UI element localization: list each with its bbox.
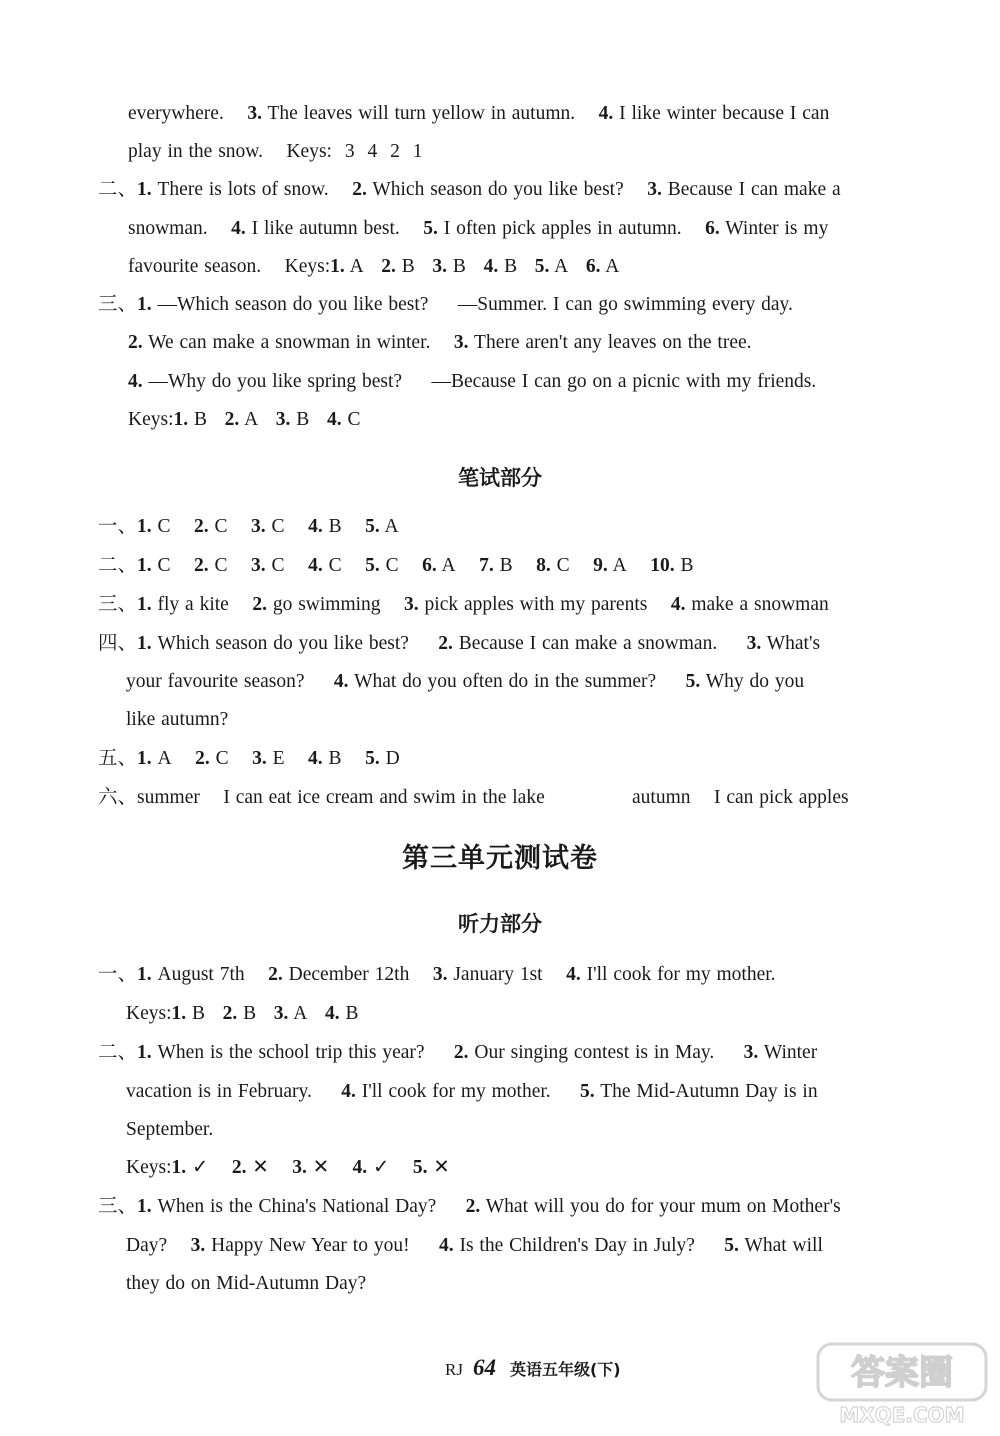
text-line: your favourite season? 4. What do you often do in the summer? 5. Why do you (126, 671, 805, 692)
text-line: everywhere. 3. The leaves will turn yellow in autumn. 4. I like winter because I can (128, 103, 830, 124)
text-line: snowman. 4. I like autumn best. 5. I often pick apples in autumn. 6. Winter is my (128, 218, 829, 239)
page-footer (445, 1355, 621, 1381)
check-mark-icon: ✓ (373, 1157, 390, 1178)
unit-title: 第三单元测试卷 (402, 843, 598, 874)
edition-code: RJ (445, 1360, 463, 1379)
book-subject: 英语五年级(下) (509, 1360, 621, 1379)
text-line: 二、1. When is the school trip this year? 2. Our singing contest is in May. 3. Winter (98, 1042, 818, 1063)
text-line: Keys:1. ✓ 2. ✕ 3. ✕ 4. ✓ 5. ✕ (126, 1157, 450, 1178)
text-line: like autumn? (126, 709, 229, 730)
text-line: Keys:1. B 2. A 3. B 4. C (128, 409, 361, 430)
cross-mark-icon: ✕ (433, 1157, 450, 1178)
text-line: 一、1. August 7th 2. December 12th 3. January 1st 4. I'll cook for my mother. (98, 964, 776, 985)
text-line: 三、1. fly a kite 2. go swimming 3. pick apples with my parents 4. make a snowman (98, 594, 829, 615)
text-line: autumn I can pick apples (632, 787, 849, 808)
cross-mark-icon: ✕ (312, 1157, 330, 1178)
text-line: 2. We can make a snowman in winter. 3. There aren't any leaves on the tree. (128, 332, 752, 353)
text-line: vacation is in February. 4. I'll cook for my mother. 5. The Mid-Autumn Day is in (126, 1081, 818, 1102)
text-line: 一、1. C 2. C 3. C 4. B 5. A (98, 516, 399, 537)
watermark-logo-text: 答案圈 (851, 1353, 953, 1393)
watermark-site: MXQE.COM (839, 1403, 965, 1427)
text-line: 六、summer I can eat ice cream and swim in the lake (98, 787, 545, 808)
text-line: September. (126, 1119, 214, 1140)
page-number: 64 (472, 1355, 496, 1380)
section-heading-written: 笔试部分 (458, 466, 542, 490)
text-line: 五、1. A 2. C 3. E 4. B 5. D (98, 748, 400, 769)
watermark-logo (812, 1340, 992, 1430)
text-line: 四、1. Which season do you like best? 2. Because I can make a snowman. 3. What's (98, 633, 821, 654)
text-line: 三、1. When is the China's National Day? 2. What will you do for your mum on Mother's (98, 1196, 841, 1217)
text-line: 三、1. —Which season do you like best? —Summer. I can go swimming every day. (98, 294, 793, 315)
cross-mark-icon: ✕ (252, 1157, 269, 1178)
text-line: they do on Mid-Autumn Day? (126, 1273, 367, 1294)
text-line: Day? 3. Happy New Year to you! 4. Is the Children's Day in July? 5. What will (126, 1235, 823, 1256)
text-line: play in the snow. Keys: 3 4 2 1 (128, 141, 423, 162)
text-line: Keys:1. B 2. B 3. A 4. B (126, 1003, 359, 1024)
text-line: 4. —Why do you like spring best? —Because I can go on a picnic with my friends. (128, 371, 817, 392)
check-mark-icon: ✓ (192, 1157, 209, 1178)
text-line: 二、1. There is lots of snow. 2. Which season do you like best? 3. Because I can make a (98, 179, 841, 200)
text-line: 二、1. C 2. C 3. C 4. C 5. C 6. A 7. B 8. C 9. A 10. B (98, 555, 694, 576)
section-heading-listening: 听力部分 (458, 912, 542, 936)
text-line: favourite season. Keys:1. A 2. B 3. B 4. B 5. A 6. A (128, 256, 620, 277)
